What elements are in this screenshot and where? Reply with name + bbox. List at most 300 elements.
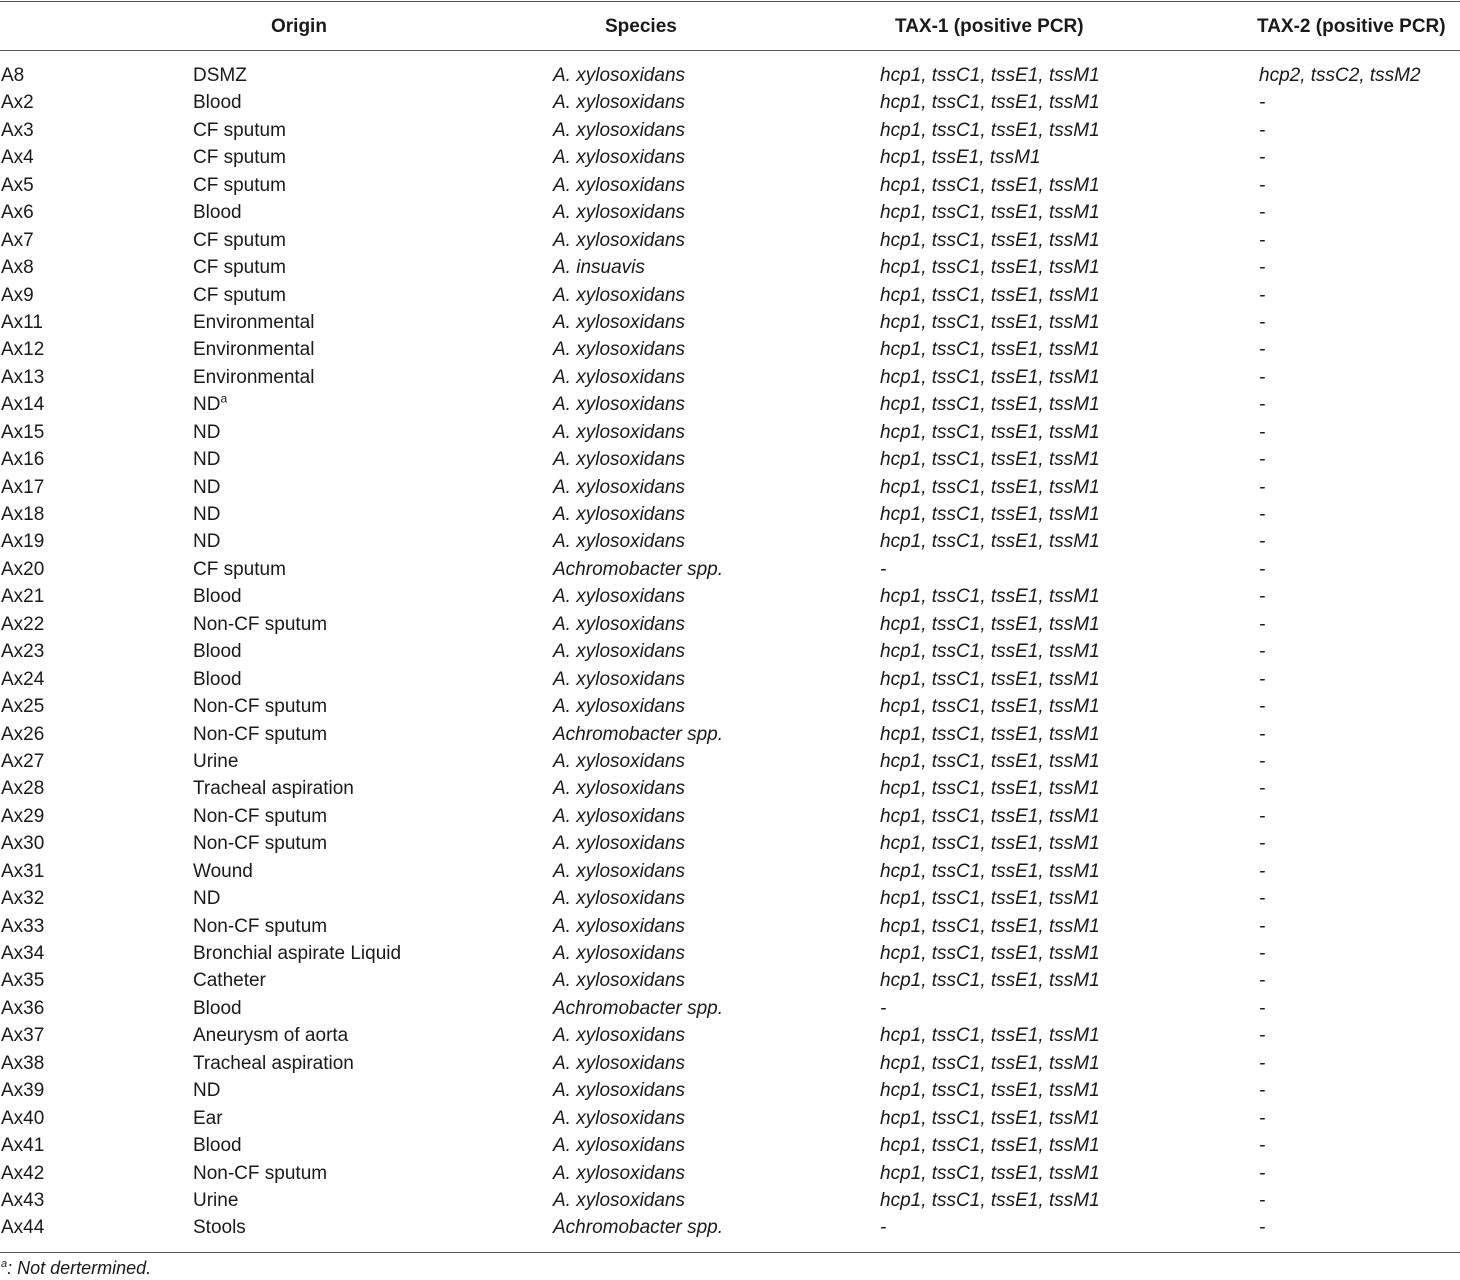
table-row	[0, 364, 1460, 391]
cell-tax2-text: -	[1259, 229, 1266, 251]
cell-species-text: Achromobacter spp.	[553, 1217, 724, 1239]
cell-tax2	[1259, 199, 1265, 226]
cell-tax2-text: -	[1259, 1052, 1266, 1074]
cell-species	[553, 1105, 685, 1132]
cell-species-text: A. xylosoxidans	[553, 641, 686, 663]
cell-strain-id	[1, 1214, 44, 1241]
cell-strain-id	[1, 89, 34, 116]
table-row	[0, 913, 1460, 940]
cell-tax1-text: hcp1, tssC1, tssE1, tssM1	[880, 311, 1100, 333]
header-species: Species	[605, 16, 677, 37]
cell-species	[553, 995, 723, 1022]
cell-tax2	[1259, 282, 1265, 309]
cell-origin-text: Non-CF sputum	[193, 915, 328, 937]
cell-strain-id-text: Ax12	[1, 339, 45, 361]
cell-tax2-text: -	[1259, 531, 1266, 553]
cell-species	[553, 282, 685, 309]
cell-species	[553, 1187, 685, 1214]
cell-tax2-text: hcp2, tssC2, tssM2	[1259, 65, 1421, 86]
cell-tax2	[1259, 446, 1265, 473]
cell-origin-text: ND	[193, 888, 221, 910]
cell-tax2-text: -	[1259, 476, 1266, 498]
cell-species-text: A. xylosoxidans	[553, 1135, 686, 1157]
cell-species-text: A. xylosoxidans	[553, 915, 686, 937]
cell-tax2	[1259, 940, 1265, 967]
cell-strain-id	[1, 967, 44, 994]
cell-tax2-text: -	[1259, 750, 1266, 772]
cell-species-text: Achromobacter spp.	[553, 558, 724, 580]
cell-strain-id-text: Ax33	[1, 915, 45, 937]
cell-strain-id-text: Ax44	[1, 1217, 45, 1239]
cell-tax1	[880, 1105, 1100, 1132]
cell-origin	[193, 721, 327, 748]
cell-tax2	[1259, 885, 1265, 912]
table-row	[0, 1132, 1460, 1159]
cell-origin-text: Blood	[193, 997, 242, 1019]
cell-tax2	[1259, 89, 1265, 116]
cell-species	[553, 666, 685, 693]
cell-species-text: Achromobacter spp.	[553, 997, 724, 1019]
cell-strain-id-text: Ax13	[1, 366, 45, 388]
table-row	[0, 144, 1460, 171]
table-row	[0, 775, 1460, 802]
cell-origin	[193, 803, 327, 830]
table-row	[0, 254, 1460, 281]
cell-tax1	[880, 721, 1100, 748]
cell-strain-id	[1, 199, 34, 226]
table-row	[0, 172, 1460, 199]
cell-tax1-text: hcp1, tssC1, tssE1, tssM1	[880, 833, 1100, 855]
cell-species	[553, 638, 685, 665]
table-row	[0, 885, 1460, 912]
cell-strain-id-text: Ax27	[1, 750, 45, 772]
cell-strain-id-text: Ax20	[1, 558, 45, 580]
cell-species-text: A. xylosoxidans	[553, 1052, 686, 1074]
table-row	[0, 940, 1460, 967]
cell-tax1-text: hcp1, tssE1, tssM1	[880, 147, 1041, 169]
cell-tax1-text: hcp1, tssC1, tssE1, tssM1	[880, 421, 1100, 443]
cell-species-text: A. xylosoxidans	[553, 202, 686, 224]
cell-species	[553, 885, 685, 912]
cell-origin	[193, 89, 242, 116]
cell-origin	[193, 309, 314, 336]
cell-tax2	[1259, 748, 1265, 775]
cell-origin	[193, 62, 247, 89]
cell-tax1	[880, 693, 1100, 720]
cell-strain-id	[1, 721, 44, 748]
cell-tax2	[1259, 144, 1265, 171]
cell-strain-id-text: Ax24	[1, 668, 45, 690]
cell-tax2-text: -	[1259, 723, 1266, 745]
cell-strain-id	[1, 501, 44, 528]
cell-species	[553, 858, 685, 885]
cell-strain-id-text: Ax29	[1, 805, 45, 827]
cell-origin	[193, 1105, 223, 1132]
cell-tax2	[1259, 1214, 1265, 1241]
cell-strain-id-text: Ax11	[1, 311, 43, 333]
cell-origin	[193, 1160, 327, 1187]
cell-species-text: A. xylosoxidans	[553, 476, 686, 498]
cell-tax2	[1259, 1050, 1265, 1077]
cell-tax2-text: -	[1259, 586, 1266, 608]
cell-strain-id-text: Ax5	[1, 174, 34, 196]
cell-tax2	[1259, 830, 1265, 857]
cell-tax1-text: hcp1, tssC1, tssE1, tssM1	[880, 696, 1100, 718]
table-header	[0, 2, 1460, 50]
cell-tax1	[880, 419, 1100, 446]
cell-origin-text: CF sputum	[193, 119, 286, 141]
cell-tax2	[1259, 419, 1265, 446]
cell-tax2-text: -	[1259, 92, 1266, 114]
cell-tax1-text: hcp1, tssC1, tssE1, tssM1	[880, 888, 1100, 910]
cell-species-text: A. xylosoxidans	[553, 229, 686, 251]
cell-tax1	[880, 117, 1100, 144]
cell-tax1	[880, 254, 1100, 281]
cell-origin-text: Non-CF sputum	[193, 805, 328, 827]
cell-species-text: A. insuavis	[553, 257, 645, 279]
cell-tax1-text: hcp1, tssC1, tssE1, tssM1	[880, 1162, 1100, 1184]
cell-species-text: A. xylosoxidans	[553, 449, 686, 471]
cell-strain-id-text: Ax4	[1, 147, 34, 169]
cell-species	[553, 1077, 685, 1104]
cell-origin	[193, 227, 286, 254]
cell-species	[553, 336, 685, 363]
table-row	[0, 638, 1460, 665]
cell-species-text: A. xylosoxidans	[553, 284, 686, 306]
header-tax2: TAX-2 (positive PCR)	[1257, 16, 1446, 37]
table-row	[0, 62, 1460, 89]
cell-tax1	[880, 446, 1100, 473]
cell-strain-id-text: Ax22	[1, 613, 45, 635]
table-row	[0, 227, 1460, 254]
cell-tax1	[880, 1214, 886, 1241]
table-row	[0, 501, 1460, 528]
table-bottom-rule	[0, 1252, 1460, 1253]
cell-origin	[193, 666, 242, 693]
cell-tax2	[1259, 336, 1265, 363]
cell-tax2-text: -	[1259, 668, 1266, 690]
table-row	[0, 611, 1460, 638]
cell-origin-text: Non-CF sputum	[193, 833, 328, 855]
cell-strain-id	[1, 419, 44, 446]
cell-species	[553, 117, 685, 144]
cell-origin	[193, 1077, 220, 1104]
cell-species	[553, 446, 685, 473]
cell-origin-text: ND	[193, 1080, 221, 1102]
cell-species	[553, 254, 645, 281]
cell-tax2	[1259, 721, 1265, 748]
cell-strain-id-text: Ax7	[1, 229, 34, 251]
cell-origin-text: Urine	[193, 1189, 239, 1211]
cell-tax1-text: -	[880, 1217, 887, 1239]
table-footnote	[1, 1258, 151, 1279]
cell-strain-id-text: Ax35	[1, 970, 45, 992]
cell-tax2-text: -	[1259, 421, 1266, 443]
cell-species	[553, 1214, 723, 1241]
cell-origin	[193, 967, 266, 994]
origin-footnote-marker: a	[220, 391, 228, 406]
cell-tax2	[1259, 117, 1265, 144]
cell-strain-id-text: Ax39	[1, 1080, 45, 1102]
cell-strain-id	[1, 666, 44, 693]
cell-tax2-text: -	[1259, 1217, 1266, 1239]
cell-species-text: A. xylosoxidans	[553, 1189, 686, 1211]
cell-tax1	[880, 858, 1100, 885]
cell-origin-text: Blood	[193, 1135, 242, 1157]
cell-strain-id	[1, 62, 24, 89]
cell-tax1-text: hcp1, tssC1, tssE1, tssM1	[880, 668, 1100, 690]
cell-strain-id	[1, 803, 44, 830]
cell-tax1-text: hcp1, tssC1, tssE1, tssM1	[880, 1052, 1100, 1074]
cell-species	[553, 748, 685, 775]
cell-species	[553, 391, 685, 418]
cell-tax1-text: hcp1, tssC1, tssE1, tssM1	[880, 257, 1100, 279]
cell-tax1-text: hcp1, tssC1, tssE1, tssM1	[880, 860, 1100, 882]
cell-strain-id	[1, 282, 34, 309]
cell-strain-id-text: Ax6	[1, 202, 34, 224]
cell-tax1-text: hcp1, tssC1, tssE1, tssM1	[880, 504, 1100, 525]
cell-origin	[193, 940, 401, 967]
cell-origin-text: CF sputum	[193, 284, 286, 306]
cell-tax1	[880, 556, 886, 583]
footnote-text: : Not dertermined.	[7, 1258, 152, 1278]
cell-tax2	[1259, 611, 1265, 638]
cell-tax2-text: -	[1259, 1189, 1266, 1211]
table-row	[0, 693, 1460, 720]
cell-strain-id	[1, 913, 44, 940]
table-row	[0, 309, 1460, 336]
cell-origin-text: DSMZ	[193, 65, 247, 86]
cell-origin	[193, 1214, 246, 1241]
cell-origin-text: Environmental	[193, 366, 315, 388]
cell-tax1-text: hcp1, tssC1, tssE1, tssM1	[880, 805, 1100, 827]
cell-strain-id	[1, 172, 34, 199]
cell-tax1-text: hcp1, tssC1, tssE1, tssM1	[880, 1189, 1100, 1211]
table-body	[0, 62, 1460, 1242]
cell-tax1-text: hcp1, tssC1, tssE1, tssM1	[880, 65, 1100, 86]
cell-tax1	[880, 1050, 1100, 1077]
cell-strain-id-text: Ax19	[1, 531, 45, 553]
table-row	[0, 583, 1460, 610]
cell-species	[553, 967, 685, 994]
cell-tax2-text: -	[1259, 997, 1266, 1019]
cell-tax2	[1259, 995, 1265, 1022]
cell-tax2	[1259, 172, 1265, 199]
cell-tax2	[1259, 1160, 1265, 1187]
cell-origin	[193, 556, 286, 583]
cell-origin-text: ND	[193, 476, 221, 498]
cell-species	[553, 940, 685, 967]
cell-tax2-text: -	[1259, 202, 1266, 224]
footnote-marker: a	[1, 1258, 8, 1270]
cell-strain-id-text: Ax21	[1, 586, 45, 608]
cell-strain-id	[1, 117, 34, 144]
header-origin: Origin	[271, 16, 327, 37]
cell-origin	[193, 583, 242, 610]
cell-tax1-text: hcp1, tssC1, tssE1, tssM1	[880, 915, 1100, 937]
cell-species	[553, 62, 685, 89]
cell-tax2	[1259, 666, 1265, 693]
cell-strain-id-text: Ax15	[1, 421, 45, 443]
cell-species-text: A. xylosoxidans	[553, 943, 686, 964]
cell-tax1	[880, 611, 1100, 638]
cell-tax2	[1259, 391, 1265, 418]
cell-tax2-text: -	[1259, 119, 1266, 141]
cell-tax2	[1259, 693, 1265, 720]
table-row	[0, 419, 1460, 446]
cell-strain-id	[1, 528, 44, 555]
cell-species	[553, 1132, 685, 1159]
cell-species	[553, 721, 723, 748]
cell-tax1-text: hcp1, tssC1, tssE1, tssM1	[880, 119, 1100, 141]
cell-species	[553, 172, 685, 199]
cell-tax2	[1259, 967, 1265, 994]
cell-species-text: A. xylosoxidans	[553, 805, 686, 827]
cell-tax2	[1259, 913, 1265, 940]
cell-species-text: A. xylosoxidans	[553, 1162, 686, 1184]
cell-tax1-text: hcp1, tssC1, tssE1, tssM1	[880, 476, 1100, 498]
cell-tax2	[1259, 1077, 1265, 1104]
table-row	[0, 830, 1460, 857]
cell-tax2-text: -	[1259, 778, 1266, 800]
cell-species-text: A. xylosoxidans	[553, 174, 686, 196]
cell-strain-id	[1, 830, 44, 857]
cell-tax1	[880, 89, 1100, 116]
table-row	[0, 446, 1460, 473]
cell-origin	[193, 830, 327, 857]
cell-origin	[193, 1022, 348, 1049]
cell-origin	[193, 254, 286, 281]
cell-tax1-text: hcp1, tssC1, tssE1, tssM1	[880, 943, 1100, 964]
cell-tax1	[880, 1187, 1100, 1214]
cell-species	[553, 364, 685, 391]
cell-origin-text: Bronchial aspirate Liquid	[193, 943, 402, 964]
table-row	[0, 995, 1460, 1022]
cell-tax2-text: -	[1259, 888, 1266, 910]
cell-tax1	[880, 62, 1100, 89]
cell-tax2-text: -	[1259, 696, 1266, 718]
cell-tax2	[1259, 364, 1265, 391]
cell-tax1	[880, 1022, 1100, 1049]
cell-tax1	[880, 528, 1100, 555]
cell-species-text: A. xylosoxidans	[553, 860, 686, 882]
cell-tax2-text: -	[1259, 1025, 1266, 1047]
cell-species-text: A. xylosoxidans	[553, 119, 686, 141]
cell-strain-id	[1, 638, 44, 665]
cell-strain-id-text: Ax40	[1, 1107, 45, 1129]
cell-origin	[193, 528, 220, 555]
cell-species-text: A. xylosoxidans	[553, 65, 686, 86]
cell-strain-id	[1, 1187, 44, 1214]
cell-tax1	[880, 803, 1100, 830]
cell-tax1	[880, 775, 1100, 802]
cell-strain-id	[1, 1132, 44, 1159]
cell-species	[553, 227, 685, 254]
cell-species	[553, 693, 685, 720]
cell-origin-text: Ear	[193, 1107, 223, 1129]
table-row	[0, 474, 1460, 501]
cell-species	[553, 309, 685, 336]
cell-tax2-text: -	[1259, 860, 1266, 882]
cell-tax1	[880, 199, 1100, 226]
cell-tax2-text: -	[1259, 833, 1266, 855]
cell-strain-id-text: Ax16	[1, 449, 45, 471]
cell-origin	[193, 913, 327, 940]
cell-species-text: A. xylosoxidans	[553, 750, 686, 772]
cell-species-text: A. xylosoxidans	[553, 531, 686, 553]
cell-origin-text: CF sputum	[193, 558, 286, 580]
cell-tax2	[1259, 1132, 1265, 1159]
cell-origin-text: ND	[193, 531, 221, 553]
cell-species	[553, 419, 685, 446]
cell-species-text: A. xylosoxidans	[553, 696, 686, 718]
cell-species-text: A. xylosoxidans	[553, 1107, 686, 1129]
cell-species-text: A. xylosoxidans	[553, 339, 686, 361]
cell-tax1-text: hcp1, tssC1, tssE1, tssM1	[880, 1025, 1100, 1047]
cell-strain-id	[1, 775, 44, 802]
cell-origin	[193, 775, 354, 802]
cell-origin-text: Stools	[193, 1217, 246, 1239]
header-tax1: TAX-1 (positive PCR)	[895, 16, 1084, 37]
cell-origin-text: Tracheal aspiration	[193, 778, 354, 800]
cell-tax2-text: -	[1259, 1080, 1266, 1102]
cell-species	[553, 89, 685, 116]
cell-tax1-text: hcp1, tssC1, tssE1, tssM1	[880, 92, 1100, 114]
cell-origin	[193, 282, 286, 309]
table-row	[0, 117, 1460, 144]
table-row	[0, 1214, 1460, 1241]
cell-strain-id	[1, 227, 34, 254]
table-row	[0, 1077, 1460, 1104]
cell-tax1	[880, 995, 886, 1022]
cell-origin	[193, 172, 286, 199]
cell-tax1	[880, 1077, 1100, 1104]
cell-strain-id	[1, 885, 44, 912]
cell-origin-text: ND	[193, 449, 221, 471]
cell-strain-id-text: Ax41	[1, 1135, 45, 1157]
cell-strain-id-text: Ax8	[1, 257, 34, 279]
cell-tax2-text: -	[1259, 1162, 1266, 1184]
cell-strain-id	[1, 583, 44, 610]
cell-tax1-text: hcp1, tssC1, tssE1, tssM1	[880, 970, 1100, 992]
cell-strain-id	[1, 391, 44, 418]
cell-tax2	[1259, 62, 1421, 89]
cell-origin-text: Blood	[193, 586, 242, 608]
cell-species	[553, 803, 685, 830]
cell-tax1-text: hcp1, tssC1, tssE1, tssM1	[880, 339, 1100, 361]
cell-origin	[193, 1187, 238, 1214]
cell-species-text: A. xylosoxidans	[553, 504, 686, 525]
cell-species-text: A. xylosoxidans	[553, 613, 686, 635]
cell-tax2	[1259, 1105, 1265, 1132]
cell-species	[553, 528, 685, 555]
cell-species	[553, 199, 685, 226]
cell-species	[553, 913, 685, 940]
cell-species	[553, 1160, 685, 1187]
cell-strain-id	[1, 336, 44, 363]
table-row	[0, 967, 1460, 994]
cell-origin-text: Blood	[193, 668, 242, 690]
cell-tax2-text: -	[1259, 257, 1266, 279]
cell-tax1-text: hcp1, tssC1, tssE1, tssM1	[880, 613, 1100, 635]
cell-tax1	[880, 172, 1100, 199]
cell-species-text: A. xylosoxidans	[553, 888, 686, 910]
cell-tax1-text: hcp1, tssC1, tssE1, tssM1	[880, 229, 1100, 251]
cell-tax1	[880, 830, 1100, 857]
cell-species	[553, 1022, 685, 1049]
cell-strain-id	[1, 693, 44, 720]
cell-species	[553, 775, 685, 802]
